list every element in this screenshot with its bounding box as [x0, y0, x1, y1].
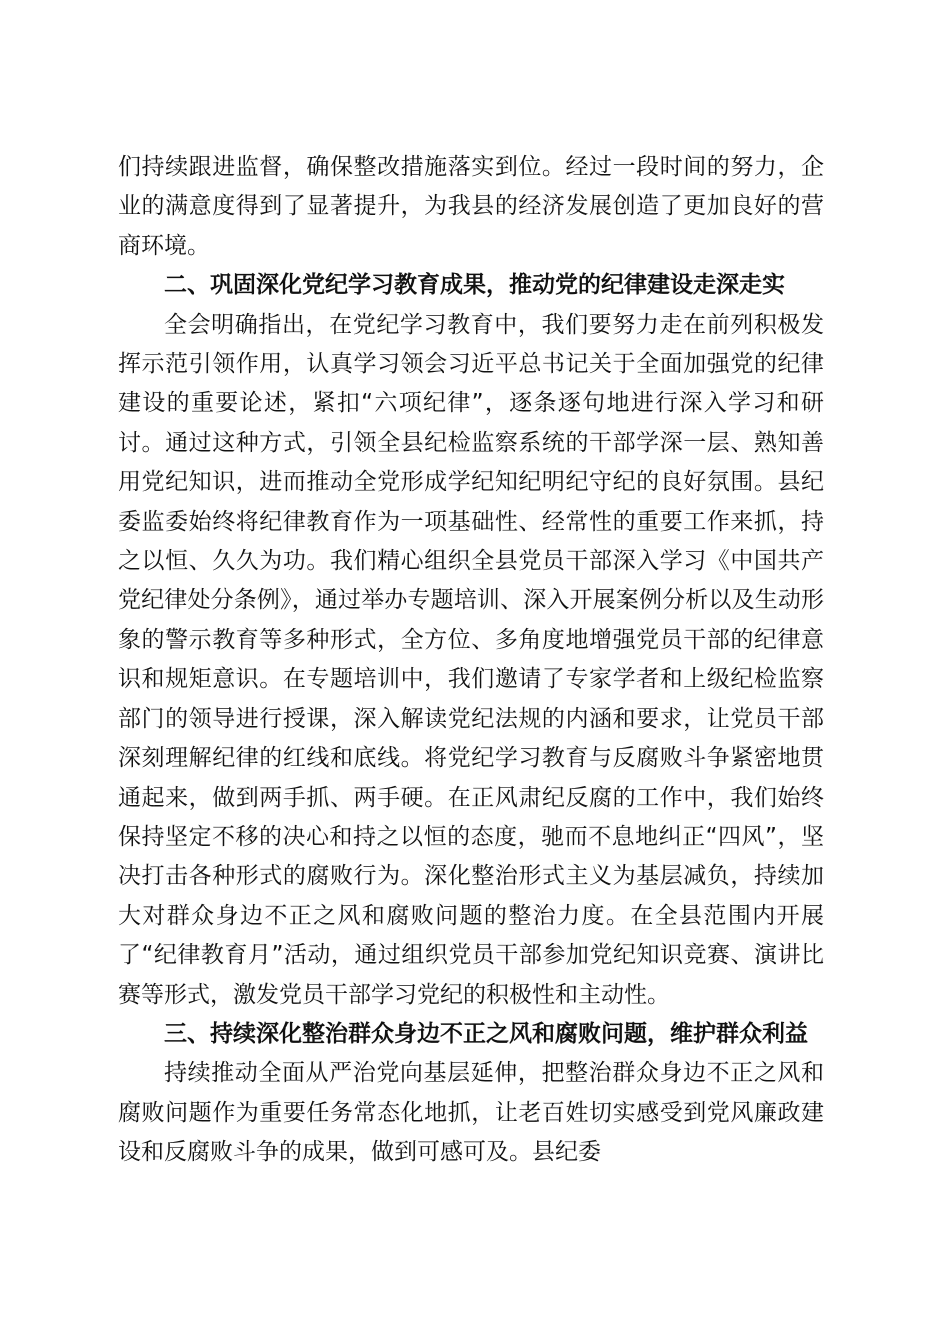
section-heading-2: 二、巩固深化党纪学习教育成果，推动党的纪律建设走深走实	[164, 272, 785, 299]
section-heading-3: 三、持续深化整治群众身边不正之风和腐败问题，维护群众利益	[164, 1020, 808, 1047]
paragraph-continued: 们持续跟进监督，确保整改措施落实到位。经过一段时间的努力，企业的满意度得到了显著提升，为我县的经济发展创造了更加良好的营商环境。	[118, 154, 824, 259]
paragraph-grassroots-rectification: 持续推动全面从严治党向基层延伸，把整治群众身边不正之风和腐败问题作为重要任务常态化地抓，让老百姓切实感受到党风廉政建设和反腐败斗争的成果，做到可感可及。县纪委	[118, 1060, 824, 1166]
paragraph-discipline-education: 全会明确指出，在党纪学习教育中，我们要努力走在前列积极发挥示范引领作用，认真学习领会习近平总书记关于全面加强党的纪律建设的重要论述，紧扣“六项纪律”，逐条逐句地进行深入学习和研讨。通过这种方式，引领全县纪检监察系统的干部学深一层、熟知善用党纪知识，进而推动全党形成学纪知纪明纪守纪的良好氛围。县纪委监委始终将纪律教育作为一项基础性、经常性的重要工作来抓，持之以恒、久久为功。我们精心组织全县党员干部深入学习《中国共产党纪律处分条例》，通过举办专题培训、深入开展案例分析以及生动形象的警示教育等多种形式，全方位、多角度地增强党员干部的纪律意识和规矩意识。在专题培训中，我们邀请了专家学者和上级纪检监察部门的领导进行授课，深入解读党纪法规的内涵和要求，让党员干部深刻理解纪律的红线和底线。将党纪学习教育与反腐败斗争紧密地贯通起来，做到两手抓、两手硬。在正风肃纪反腐的工作中，我们始终保持坚定不移的决心和持之以恒的态度，驰而不息地纠正“四风”，坚决打击各种形式的腐败行为。深化整治形式主义为基层减负，持续加大对群众身边不正之风和腐败问题的整治力度。在全县范围内开展了“纪律教育月”活动，通过组织党员干部参加党纪知识竞赛、演讲比赛等形式，激发党员干部学习党纪的积极性和主动性。	[118, 311, 824, 1008]
document-body	[118, 148, 824, 1173]
